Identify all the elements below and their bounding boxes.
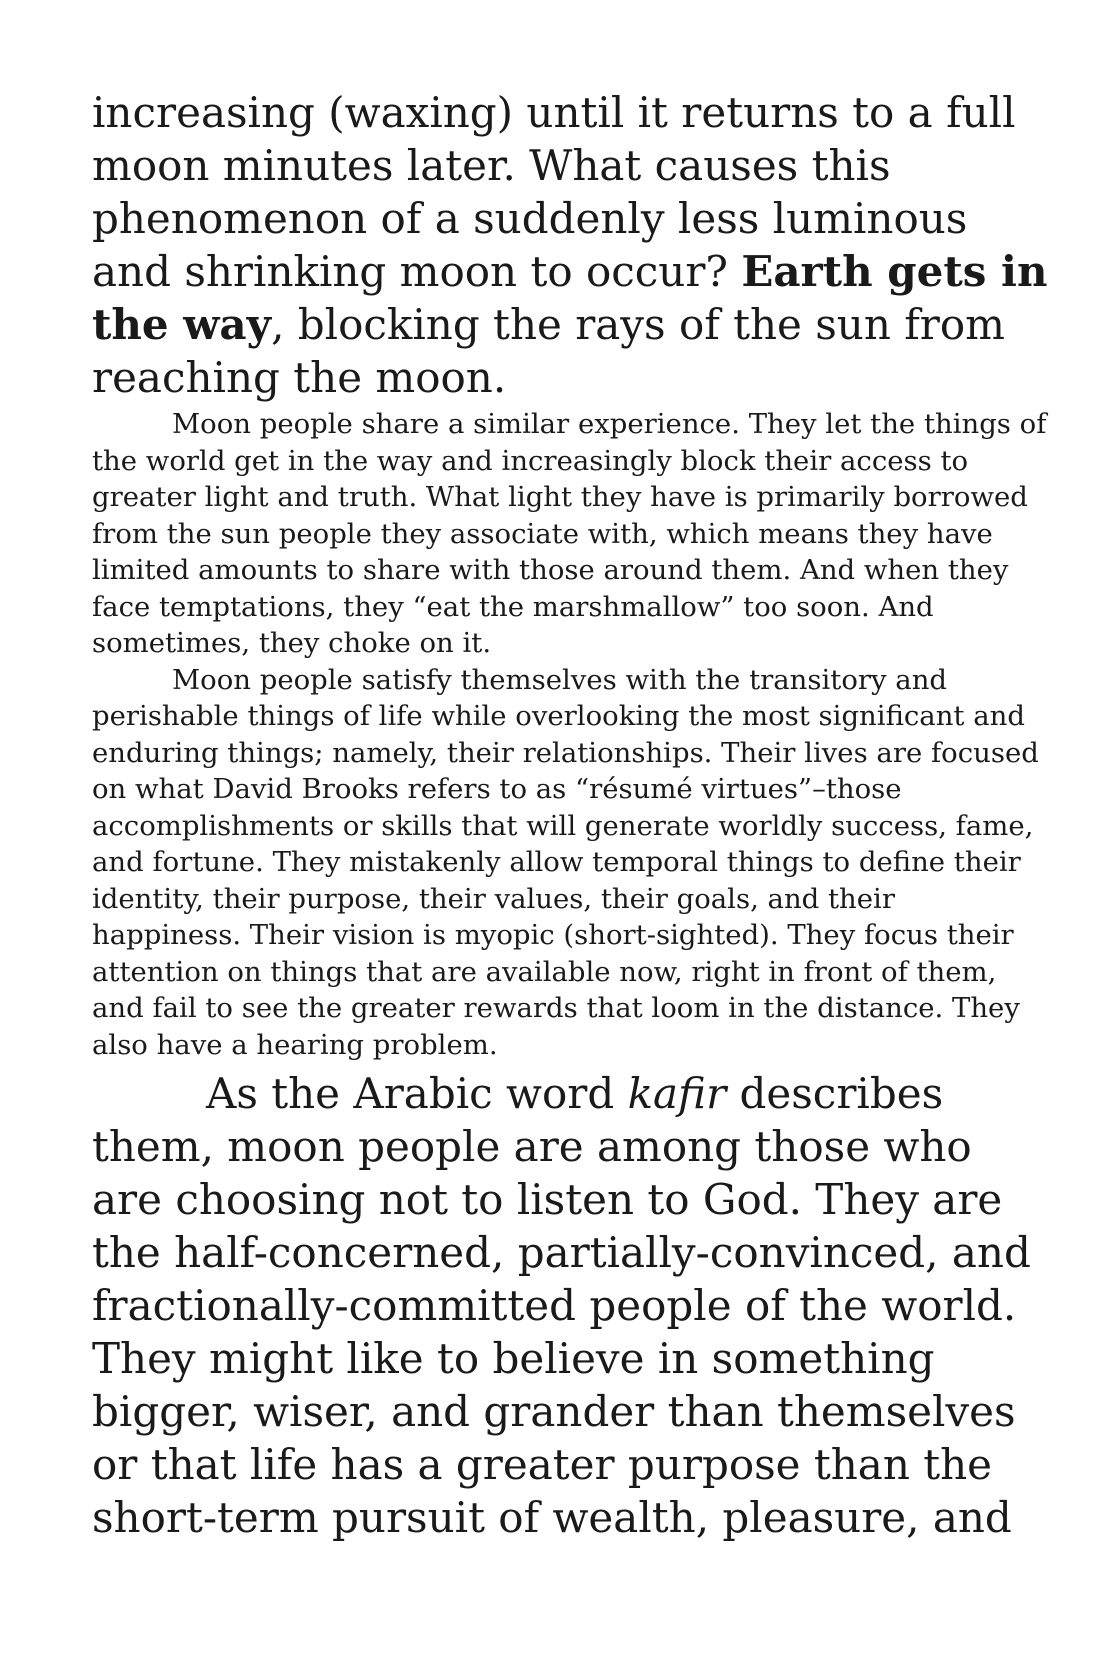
paragraph-4-italic-word: kafir <box>627 1069 727 1118</box>
paragraph-kafir <box>92 1067 1052 1544</box>
page-content <box>92 86 1052 1544</box>
paragraph-1-bold-phrase: Earth gets in the way <box>92 247 1048 349</box>
paragraph-moon-people-experience: Moon people share a similar experience. They let the things of the world get in the way and increasingly block their access to greater light and truth. What light they have is primarily borrowed from the sun people they associate with, which means they have limited amounts to share with those around them. And when they face temptations, they “eat the marshmallow” too soon. And sometimes, they choke on it. <box>92 408 1047 659</box>
paragraph-moon-people-transitory: Moon people satisfy themselves with the transitory and perishable things of life while overlooking the most significant and enduring things; namely, their relationships. Their lives are focused on what David Brooks refers to as “résumé virtues”–those accomplishments or skills that will generate worldly success, fame, and fortune. They mistakenly allow temporal things to define their identity, their purpose, their values, their goals, and their happiness. Their vision is myopic (short-sighted). They focus their attention on things that are available now, right in front of them, and fail to see the greater rewards that loom in the distance. They also have a hearing problem. <box>92 663 1039 1061</box>
paragraph-4-text-start: As the Arabic word <box>206 1069 628 1118</box>
paragraph-1-text-start: increasing (waxing) until it returns to a full moon minutes later. What causes this phenomenon of a suddenly less luminous and shrinking moon to occur? <box>92 88 1016 296</box>
paragraph-1-text-end: , blocking the rays of the sun from reaching the moon. <box>92 300 1005 402</box>
paragraph-moon-phenomenon <box>92 86 1052 404</box>
paragraph-4-text-end: describes them, moon people are among those who are choosing not to listen to God. They are the half-concerned, partially-convinced, and fractionally-committed people of the world. They might like to believe in something bigger, wiser, and grander than themselves or that life has a greater purpose than the short-term pursuit of wealth, pleasure, and <box>92 1069 1031 1542</box>
